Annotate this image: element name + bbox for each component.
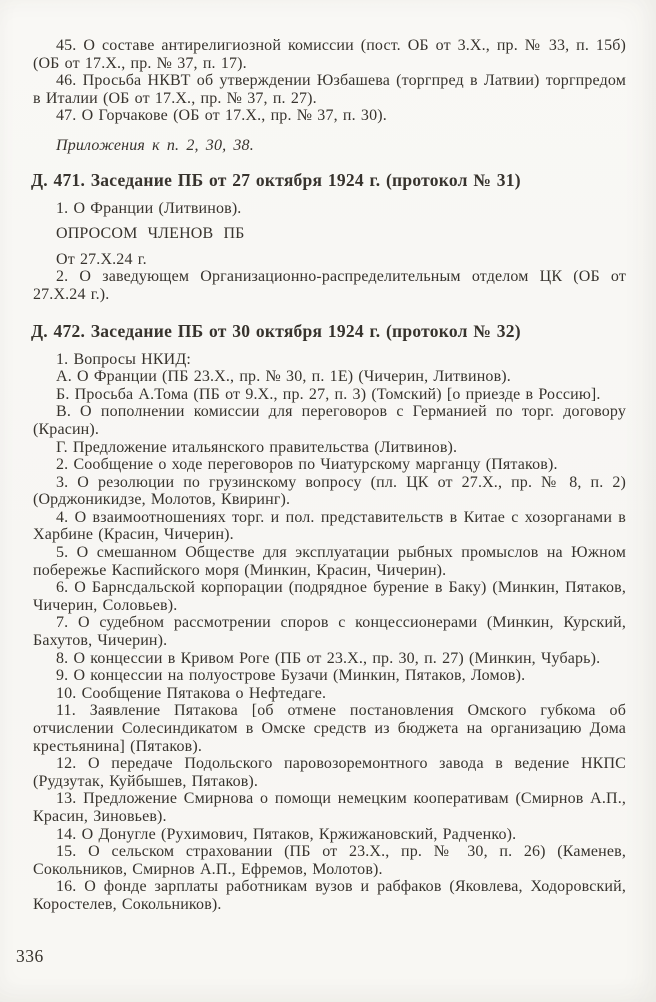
agenda-item-47: 47. О Горчакове (ОБ от 17.X., пр. № 37, п. 30). xyxy=(56,107,387,125)
session-472-item: 12. О передаче Подольского паровозоремонтного завода в ведение НКПС (Рудзутак, Куйбышев, Пятаков). xyxy=(33,755,626,790)
session-472-item: 11. Заявление Пятакова [об отмене постановления Омского губкома об отчислении Солесиндикатом в Омске средств из бюджета на организацию Дома крестьянина] (Пятаков). xyxy=(33,702,626,755)
session-472-item: 16. О фонде зарплаты работникам вузов и рабфаков (Яковлева, Ходоровский, Коростелев, Сокольников). xyxy=(33,878,626,913)
session-472-item: 15. О сельском страховании (ПБ от 23.X., пр. № 30, п. 26) (Каменев, Сокольников, Смирнов А.П., Ефремов, Молотов). xyxy=(33,843,626,878)
session-472-item: Б. Просьба А.Тома (ПБ от 9.X., пр. 27, п. 3) (Томский) [о приезде в Россию]. xyxy=(56,385,601,403)
session-472-item: 10. Сообщение Пятакова о Нефтедаге. xyxy=(56,684,327,702)
session-472-item: 9. О концессии на полуострове Бузачи (Минкин, Пятаков, Ломов). xyxy=(56,667,526,685)
session-472-item: Г. Предложение итальянского правительства (Литвинов). xyxy=(56,438,458,456)
session-472-item: 1. Вопросы НКИД: xyxy=(56,350,192,368)
session-472-item: 3. О резолюции по грузинскому вопросу (пл. ЦК от 27.X., пр. № 8, п. 2) (Орджоникидзе, Молотов, Квиринг). xyxy=(33,473,626,509)
opros-subheading: ОПРОСОМ ЧЛЕНОВ ПБ xyxy=(56,225,245,243)
session-472-item: 13. Предложение Смирнова о помощи немецким кооперативам (Смирнов А.П., Красин, Зиновьев). xyxy=(33,790,626,825)
session-472-item: 4. О взаимоотношениях торг. и пол. представительств в Китае с хозорганами в Харбине (Красин, Чичерин). xyxy=(33,508,626,544)
page-number: 336 xyxy=(16,946,44,966)
appendix-note: Приложения к п. 2, 30, 38. xyxy=(56,136,254,154)
session-472-item: 2. Сообщение о ходе переговоров по Чиатурскому марганцу (Пятаков). xyxy=(56,456,558,474)
session-472-item: В. О пополнении комиссии для переговоров с Германией по торг. договору (Красин). xyxy=(33,403,626,438)
session-472-heading: Д. 472. Заседание ПБ от 30 октября 1924 г. (протокол № 32) xyxy=(31,320,521,341)
session-472-item: 7. О судебном рассмотрении споров с концессионерами (Минкин, Курский, Бахутов, Чичерин). xyxy=(33,614,626,650)
session-471-item-1: 1. О Франции (Литвинов). xyxy=(56,199,242,217)
agenda-item-45: 45. О составе антирелигиозной комиссии (пост. ОБ от 3.X., пр. № 33, п. 15б) (ОБ от 17.X., пр. № 37, п. 17). xyxy=(33,37,626,72)
session-471-date-line: От 27.X.24 г. xyxy=(56,250,147,268)
session-472-item: 5. О смешанном Обществе для эксплуатации рыбных промыслов на Южном побережье Каспийского моря (Минкин, Красин, Чичерин). xyxy=(33,544,626,579)
session-472-item: 14. О Донугле (Рухимович, Пятаков, Кржижановский, Радченко). xyxy=(56,825,517,843)
session-472-item: 8. О концессии в Кривом Роге (ПБ от 23.X., пр. 30, п. 27) (Минкин, Чубарь). xyxy=(56,649,601,667)
session-472-item: 6. О Барнсдальской корпорации (подрядное бурение в Баку) (Минкин, Пятаков, Чичерин, Соловьев). xyxy=(33,579,626,614)
session-471-heading: Д. 471. Заседание ПБ от 27 октября 1924 г. (протокол № 31) xyxy=(31,169,521,190)
agenda-item-46: 46. Просьба НКВТ об утверждении Юзбашева (торгпред в Латвии) торгпредом в Италии (ОБ от 17.X., пр. № 37, п. 27). xyxy=(33,72,626,107)
session-471-item-2: 2. О заведующем Организационно-распределительным отделом ЦК (ОБ от 27.X.24 г.). xyxy=(33,268,626,303)
text-block xyxy=(33,37,626,914)
session-472-item: А. О Франции (ПБ 23.X., пр. № 30, п. 1Е) (Чичерин, Литвинов). xyxy=(56,368,511,386)
